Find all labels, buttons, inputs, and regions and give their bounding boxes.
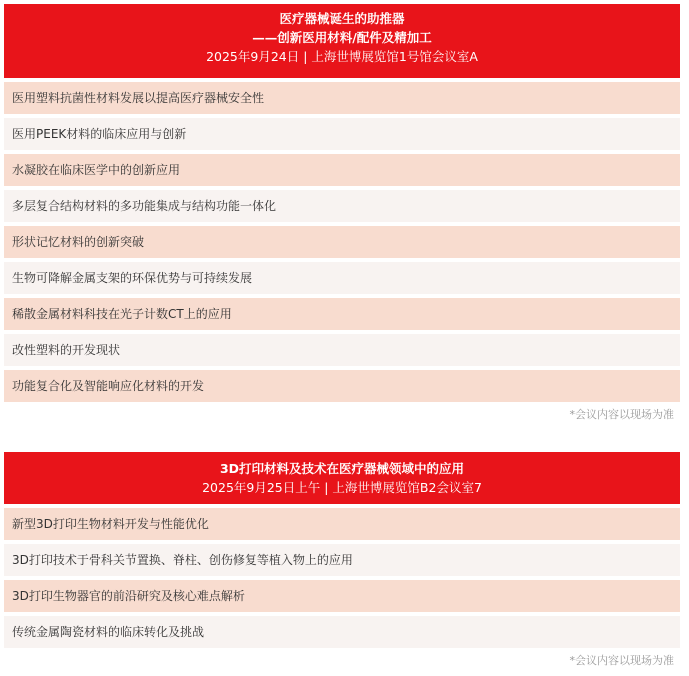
session-agenda-2	[4, 452, 680, 668]
disclaimer-note: *会议内容以现场为准	[569, 654, 674, 667]
topic-row: 形状记忆材料的创新突破	[4, 226, 680, 258]
topic-row: 功能复合化及智能响应化材料的开发	[4, 370, 680, 402]
topic-row: 水凝胶在临床医学中的创新应用	[4, 154, 680, 186]
session-title: 医疗器械诞生的助推器	[279, 11, 405, 26]
topic-row: 稀散金属材料科技在光子计数CT上的应用	[4, 298, 680, 330]
session-title: 3D打印材料及技术在医疗器械领域中的应用	[219, 461, 465, 476]
disclaimer-note: *会议内容以现场为准	[569, 408, 674, 421]
session-header	[4, 4, 680, 78]
topic-row: 改性塑料的开发现状	[4, 334, 680, 366]
topic-row: 多层复合结构材料的多功能集成与结构功能一体化	[4, 190, 680, 222]
session-date-venue: 2025年9月24日 | 上海世博展览馆1号馆会议室A	[206, 49, 478, 64]
topic-row: 生物可降解金属支架的环保优势与可持续发展	[4, 262, 680, 294]
topic-row: 新型3D打印生物材料开发与性能优化	[4, 508, 680, 540]
topic-row: 3D打印技术于骨科关节置换、脊柱、创伤修复等植入物上的应用	[4, 544, 680, 576]
session-subtitle: ——创新医用材料/配件及精加工	[252, 30, 432, 45]
topic-row: 传统金属陶瓷材料的临床转化及挑战	[4, 616, 680, 648]
topic-row: 3D打印生物器官的前沿研究及核心难点解析	[4, 580, 680, 612]
topic-row: 医用塑料抗菌性材料发展以提高医疗器械安全性	[4, 82, 680, 114]
session-header	[4, 452, 680, 504]
topic-row: 医用PEEK材料的临床应用与创新	[4, 118, 680, 150]
session-agenda-1	[4, 4, 680, 422]
session-date-venue: 2025年9月25日上午 | 上海世博展览馆B2会议室7	[202, 480, 482, 495]
